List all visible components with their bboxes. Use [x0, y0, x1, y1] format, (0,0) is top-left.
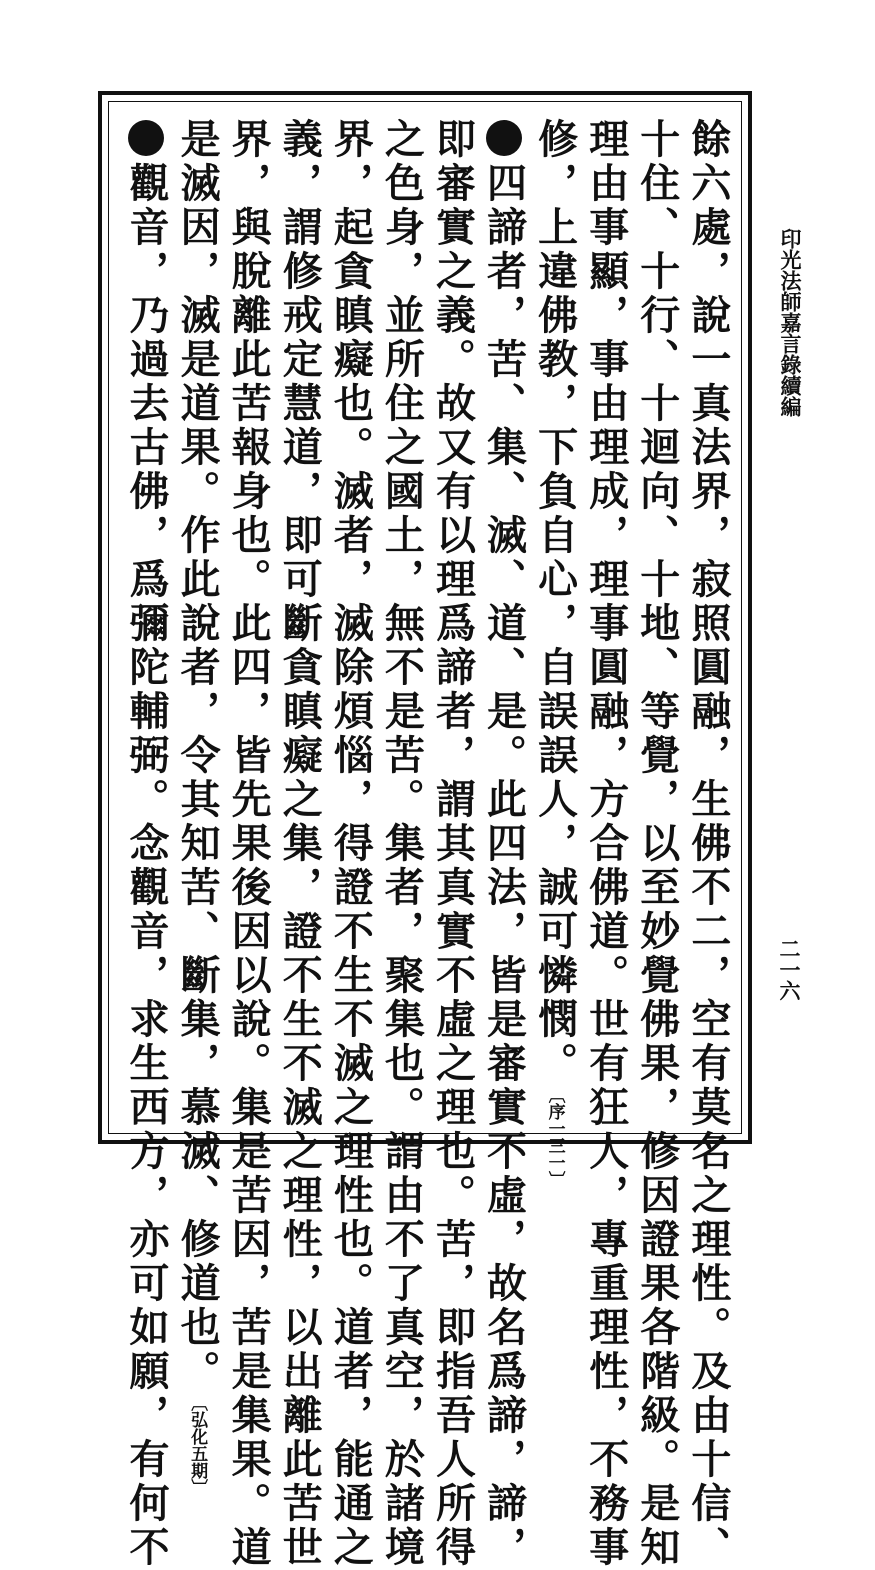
- column-text: 觀音，乃過去古佛，爲彌陀輔弼。念觀音，求生西方，亦可如願，有何不: [123, 162, 170, 1570]
- source-note: 〔序一三一〕: [544, 1086, 565, 1188]
- source-note: 〔弘化五期〕: [187, 1394, 208, 1496]
- text-column: [123, 118, 170, 1570]
- column-text: 十住、十行、十迴向、十地、等覺，以至妙覺佛果，修因證果各階級。是知: [633, 118, 681, 1570]
- text-column: [531, 118, 579, 1188]
- text-column: [378, 118, 426, 1570]
- column-text: 理由事顯，事由理成，理事圓融，方合佛道。世有狂人，專重理性，不務事: [582, 118, 630, 1570]
- bullet-icon: [486, 120, 522, 156]
- text-column: [276, 118, 324, 1570]
- column-text: 修，上違佛教，下負自心，自誤誤人，誠可憐憫。: [531, 118, 579, 1086]
- column-text: 是滅因，滅是道果。作此說者，令其知苦、斷集，慕滅、修道也。: [174, 118, 222, 1394]
- text-column: [684, 118, 732, 1570]
- text-body: [123, 118, 732, 1570]
- column-text: 餘六處，說一真法界，寂照圓融，生佛不二，空有莫名之理性。及由十信、: [684, 118, 732, 1570]
- column-text: 界，與脫離此苦報身也。此四，皆先果後因以說。集是苦因，苦是集果。道: [225, 118, 273, 1570]
- text-column: [174, 118, 222, 1496]
- text-column: [582, 118, 630, 1570]
- page-number: 二一六: [777, 938, 802, 1001]
- column-text: 即審實之義。故又有以理爲諦者，謂其真實不虛之理也。苦，即指吾人所得: [429, 118, 477, 1570]
- text-column: [480, 118, 528, 1570]
- text-column: [327, 118, 375, 1570]
- column-text: 之色身，並所住之國土，無不是苦。集者，聚集也。謂由不了真空，於諸境: [378, 118, 426, 1570]
- text-column: [429, 118, 477, 1570]
- column-text: 四諦者，苦、集、滅、道、是。此四法，皆是審實不虛，故名爲諦，諦，: [480, 162, 528, 1570]
- column-text: 界，起貪瞋癡也。滅者，滅除煩惱，得證不生不滅之理性也。道者，能通之: [327, 118, 375, 1570]
- column-text: 義，謂修戒定慧道，即可斷貪瞋癡之集，證不生不滅之理性，以出離此苦世: [276, 118, 324, 1570]
- text-column: [225, 118, 273, 1570]
- text-column: [633, 118, 681, 1570]
- running-title: 印光法師嘉言錄續編: [778, 228, 803, 417]
- bullet-icon: [128, 120, 164, 156]
